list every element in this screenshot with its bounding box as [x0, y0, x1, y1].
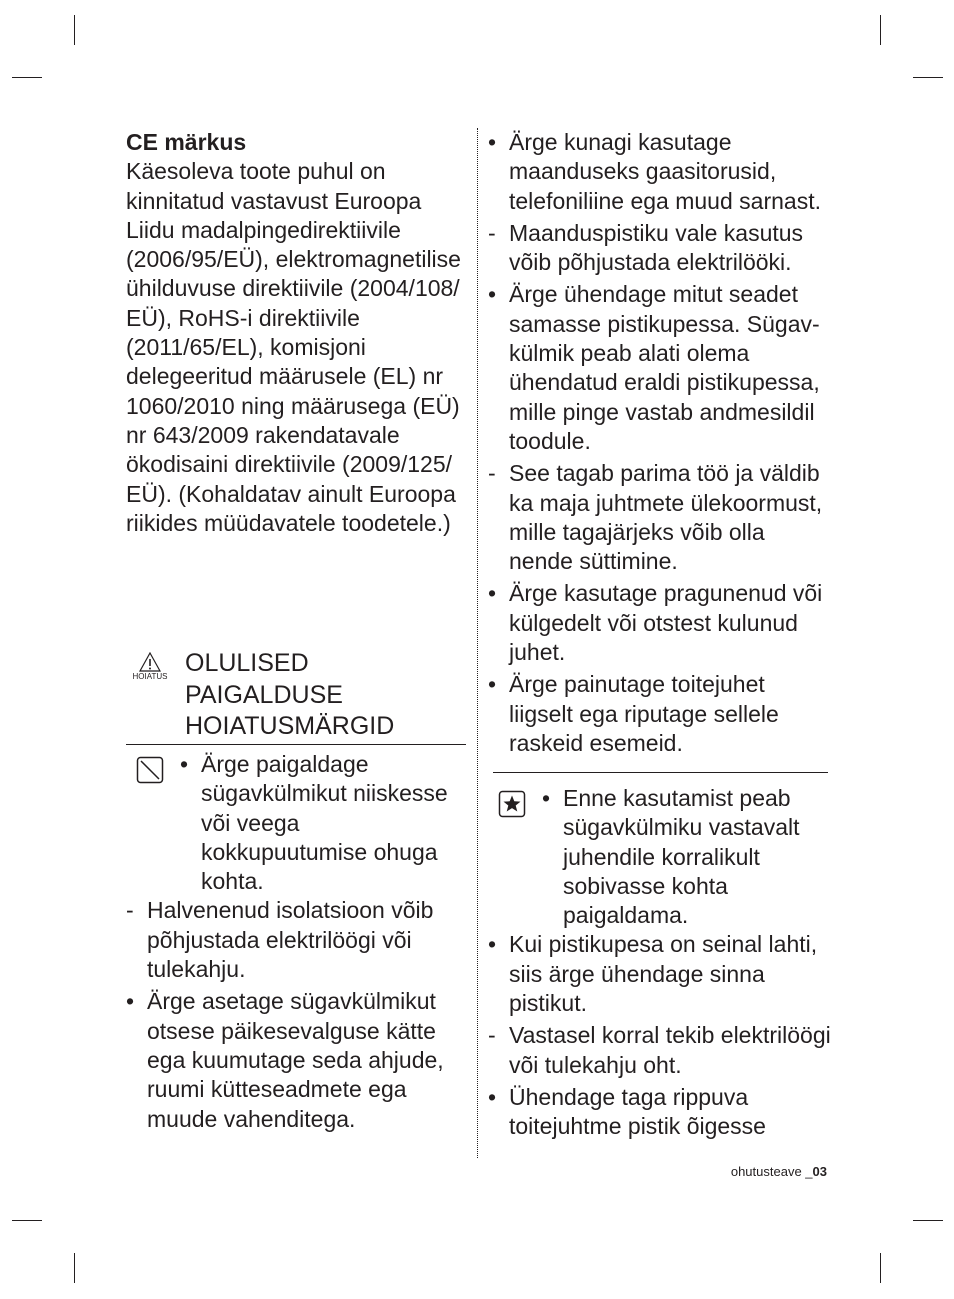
warning-title-line: HOIATUSMÄRGID	[185, 712, 395, 740]
list-item-text: Maanduspistiku vale kasutus võib põhjustada elektrilööki.	[509, 219, 804, 276]
list-item-text: Kui pistikupesa on seinal lahti, siis ärge ühendage sinna pistikut.	[509, 931, 818, 1017]
list-item	[488, 1021, 833, 1080]
important-star-icon	[498, 790, 526, 825]
list-item	[488, 930, 833, 1018]
list-item	[488, 784, 833, 930]
warning-heading	[126, 648, 466, 743]
ce-notice	[126, 128, 470, 538]
right-warning-list	[488, 128, 833, 758]
list-item-text: Ärge kasutage pragunenud või külgedelt või otstest kulunud juhet.	[509, 580, 823, 666]
left-warning-list	[126, 750, 470, 1134]
dash: -	[488, 1022, 496, 1049]
list-item-text: Enne kasutamist peab sügavkülmiku vastavalt juhendile korralikult sobivasse kohta paigaldama.	[563, 785, 800, 929]
list-item-text: See tagab parima töö ja väldib ka maja juhtmete ülekoormust, mille tagajärjeks võib olla nende süttimine.	[509, 460, 823, 575]
crop-mark	[880, 1253, 881, 1283]
section-rule	[126, 744, 466, 745]
list-item	[488, 459, 833, 576]
bullet: •	[488, 580, 497, 607]
crop-mark	[74, 15, 75, 45]
dash: -	[126, 897, 134, 924]
page-number: 03	[812, 1164, 827, 1179]
list-item-text: Vastasel korral tekib elektrilöögi või tulekahju oht.	[509, 1022, 831, 1078]
crop-mark	[913, 77, 943, 78]
list-item	[488, 280, 833, 456]
bullet: •	[488, 281, 497, 308]
list-item	[488, 219, 833, 278]
page-footer	[731, 1164, 827, 1179]
list-item	[488, 128, 833, 216]
footer-section: ohutusteave _	[730, 1164, 813, 1179]
column-divider	[477, 128, 478, 1158]
list-item	[126, 750, 470, 896]
list-item-text: Halvenenud isolatsioon võib põhjustada elektrilöögi või tulekahju.	[147, 897, 434, 983]
list-item-text: Ühendage taga rippuva toitejuhtme pistik õigesse	[509, 1083, 766, 1140]
warning-title-line: OLULISED	[185, 649, 309, 677]
crop-mark	[880, 15, 881, 45]
warning-icon-label: HOIATUS	[132, 672, 168, 681]
warning-title	[185, 648, 466, 743]
list-item-text: Ärge paigaldage sügavkülmikut niiskesse või veega kokkupuutumise ohuga kohta.	[201, 751, 448, 895]
dash: -	[488, 460, 496, 487]
warning-title-line: PAIGALDUSE	[185, 680, 343, 709]
crop-mark	[913, 1220, 943, 1221]
crop-mark	[12, 77, 42, 78]
list-item	[126, 987, 470, 1133]
crop-mark	[12, 1220, 42, 1221]
prohibited-icon	[136, 756, 164, 791]
warning-triangle-icon	[126, 652, 174, 681]
list-item	[126, 896, 470, 984]
bullet: •	[126, 988, 135, 1015]
crop-mark	[74, 1253, 75, 1283]
right-important-list	[488, 784, 833, 1142]
list-item	[488, 670, 833, 758]
list-item-text: Ärge kunagi kasutage maanduseks gaasitorusid, telefoniliine ega muud sarnast.	[509, 129, 821, 214]
section-rule	[493, 772, 828, 773]
list-item	[488, 1083, 833, 1142]
dash: -	[488, 219, 496, 246]
bullet: •	[488, 1083, 497, 1110]
ce-text: Käesoleva toote puhul on kinnitatud vastavust Euroopa Liidu madalpingedirektiivile (2006/95/EÜ), elektromagnetilise ühilduvuse direktiivile (2004/108/ EÜ), RoHS-i direktiivile (2011/65/EL), komisjoni delegeeritud määrusele (EL) nr 1060/2010 ning määrusega (EÜ) nr 643/2009 rakendatavale ökodisaini direktiivile (2009/125/ EÜ). (Kohaldatav ainult Euroopa riikides müüdavatele toodetele.)	[126, 158, 461, 536]
bullet: •	[542, 785, 551, 811]
bullet: •	[180, 751, 189, 777]
ce-title: CE märkus	[126, 129, 247, 155]
list-item-text: Ärge painutage toitejuhet liigselt ega riputage sellele raskeid esemeid.	[509, 671, 779, 756]
list-item	[488, 579, 833, 667]
bullet: •	[488, 129, 497, 155]
bullet: •	[488, 671, 497, 698]
list-item-text: Ärge asetage sügavkülmikut otsese päikesevalguse kätte ega kuumutage seda ahjude, ruumi kütteseadmete ega muude vahenditega.	[147, 988, 444, 1132]
list-item-text: Ärge ühendage mitut seadet samasse pistikupessa. Sügav-külmik peab alati olema ühendatud eraldi pistikupessa, mille pinge vastab andmesildil toodule.	[509, 281, 820, 454]
bullet: •	[488, 931, 497, 958]
